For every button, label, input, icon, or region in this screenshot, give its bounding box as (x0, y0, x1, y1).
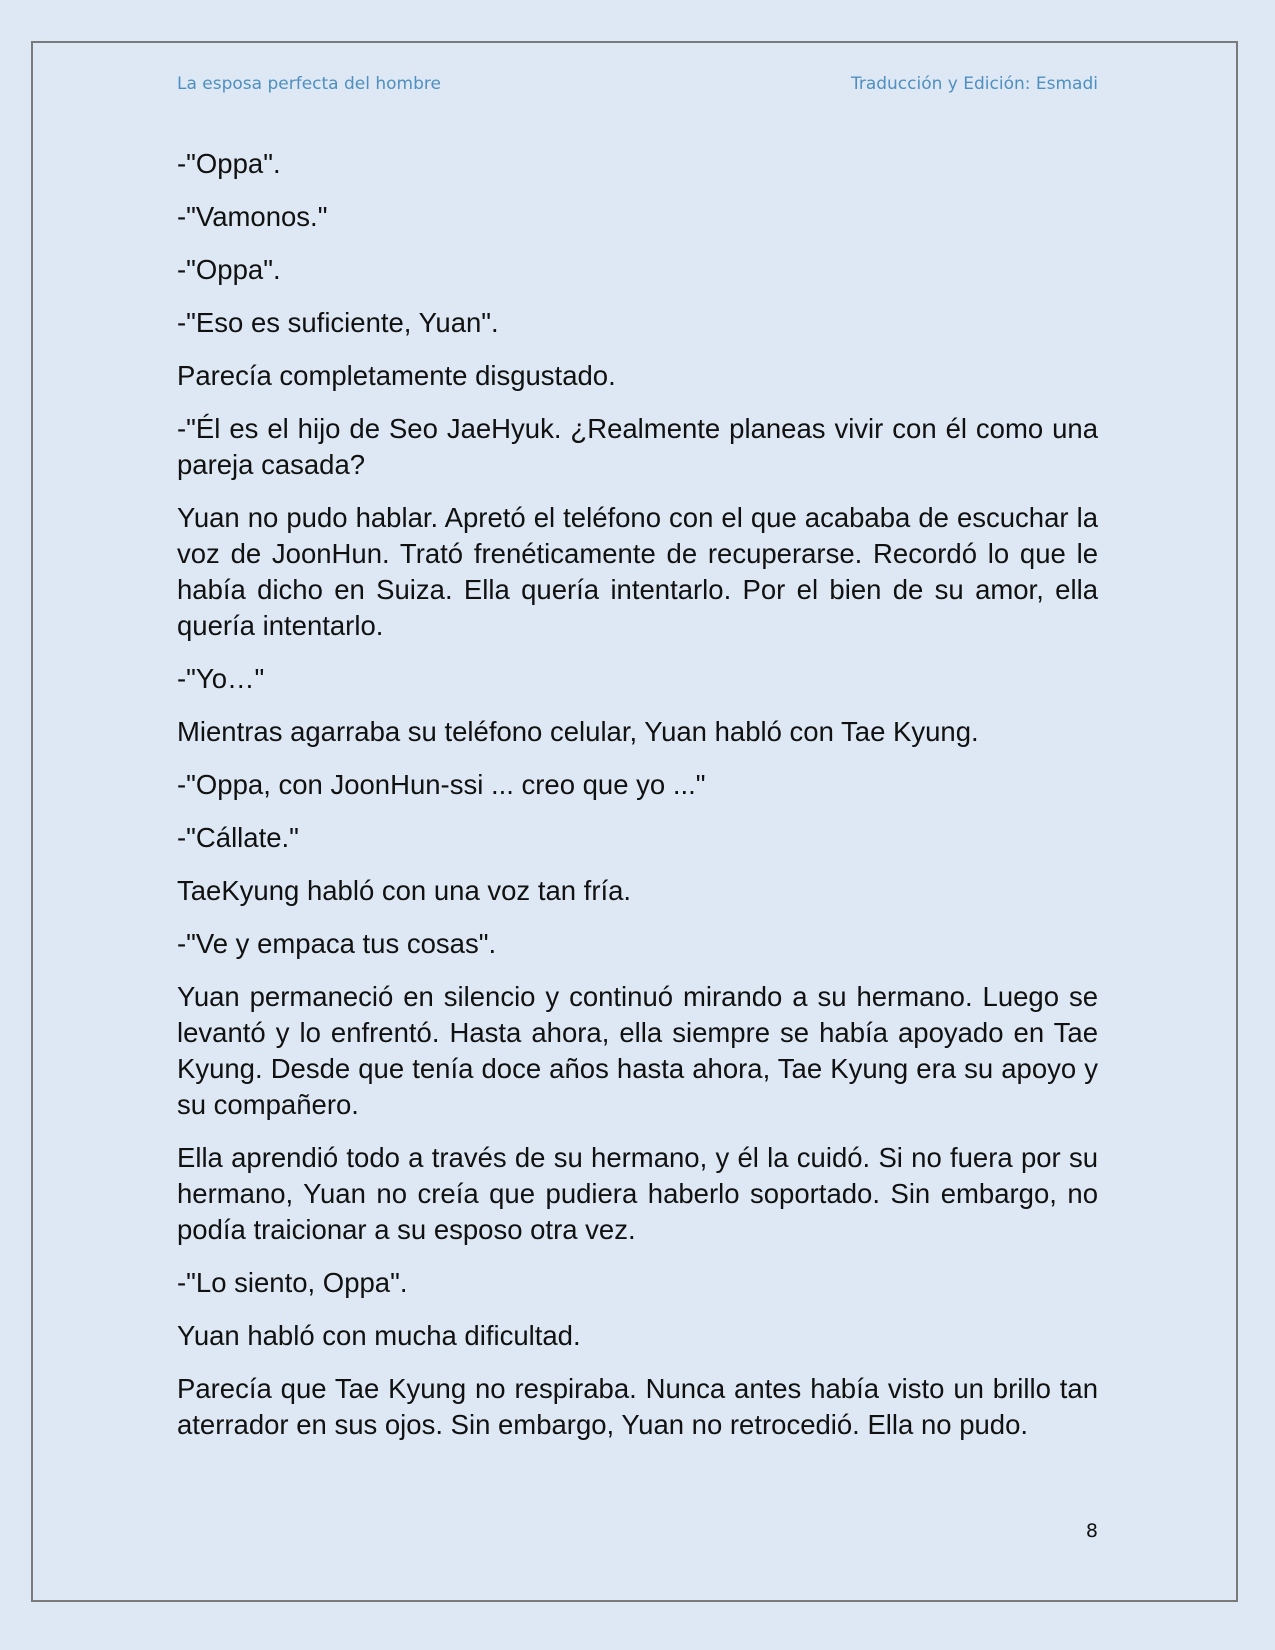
paragraph: Parecía completamente disgustado. (177, 360, 616, 391)
paragraph: Mientras agarraba su teléfono celular, Yuan habló con Tae Kyung. (177, 716, 979, 747)
paragraph: -"Oppa". (177, 148, 281, 179)
paragraph: -"Cállate." (177, 822, 299, 853)
document-body (177, 146, 1098, 1460)
paragraph: -"Ve y empaca tus cosas". (177, 928, 497, 959)
paragraph: -"Lo siento, Oppa". (177, 1267, 408, 1298)
header-book-title: La esposa perfecta del hombre (177, 74, 441, 94)
paragraph: -"Oppa, con JoonHun-ssi ... creo que yo ..." (177, 769, 706, 800)
paragraph: -"Eso es suficiente, Yuan". (177, 307, 499, 338)
paragraph: Yuan permaneció en silencio y continuó mirando a su hermano. Luego se levantó y lo enfrentó. Hasta ahora, ella siempre se había apoyado en Tae Kyung. Desde que tenía doce años hasta ahora, Tae Kyung era su apoyo y su compañero. (177, 981, 1098, 1120)
paragraph: -"Yo…" (177, 663, 265, 694)
paragraph: Ella aprendió todo a través de su hermano, y él la cuidó. Si no fuera por su hermano, Yuan no creía que pudiera haberlo soportado. Sin embargo, no podía traicionar a su esposo otra vez. (177, 1142, 1098, 1245)
header-credits: Traducción y Edición: Esmadi (850, 74, 1098, 94)
page-header (177, 74, 1098, 100)
paragraph: Yuan habló con mucha dificultad. (177, 1320, 581, 1351)
paragraph: -"Él es el hijo de Seo JaeHyuk. ¿Realmente planeas vivir con él como una pareja casada? (177, 413, 1098, 480)
paragraph: -"Oppa". (177, 254, 281, 285)
paragraph: -"Vamonos." (177, 201, 328, 232)
paragraph: TaeKyung habló con una voz tan fría. (177, 875, 632, 906)
paragraph: Yuan no pudo hablar. Apretó el teléfono con el que acababa de escuchar la voz de JoonHun. Trató frenéticamente de recuperarse. Recordó lo que le había dicho en Suiza. Ella quería intentarlo. Por el bien de su amor, ella quería intentarlo. (177, 502, 1098, 641)
paragraph: Parecía que Tae Kyung no respiraba. Nunca antes había visto un brillo tan aterrador en sus ojos. Sin embargo, Yuan no retrocedió. Ella no pudo. (177, 1373, 1098, 1440)
page-number: 8 (1085, 1520, 1098, 1542)
